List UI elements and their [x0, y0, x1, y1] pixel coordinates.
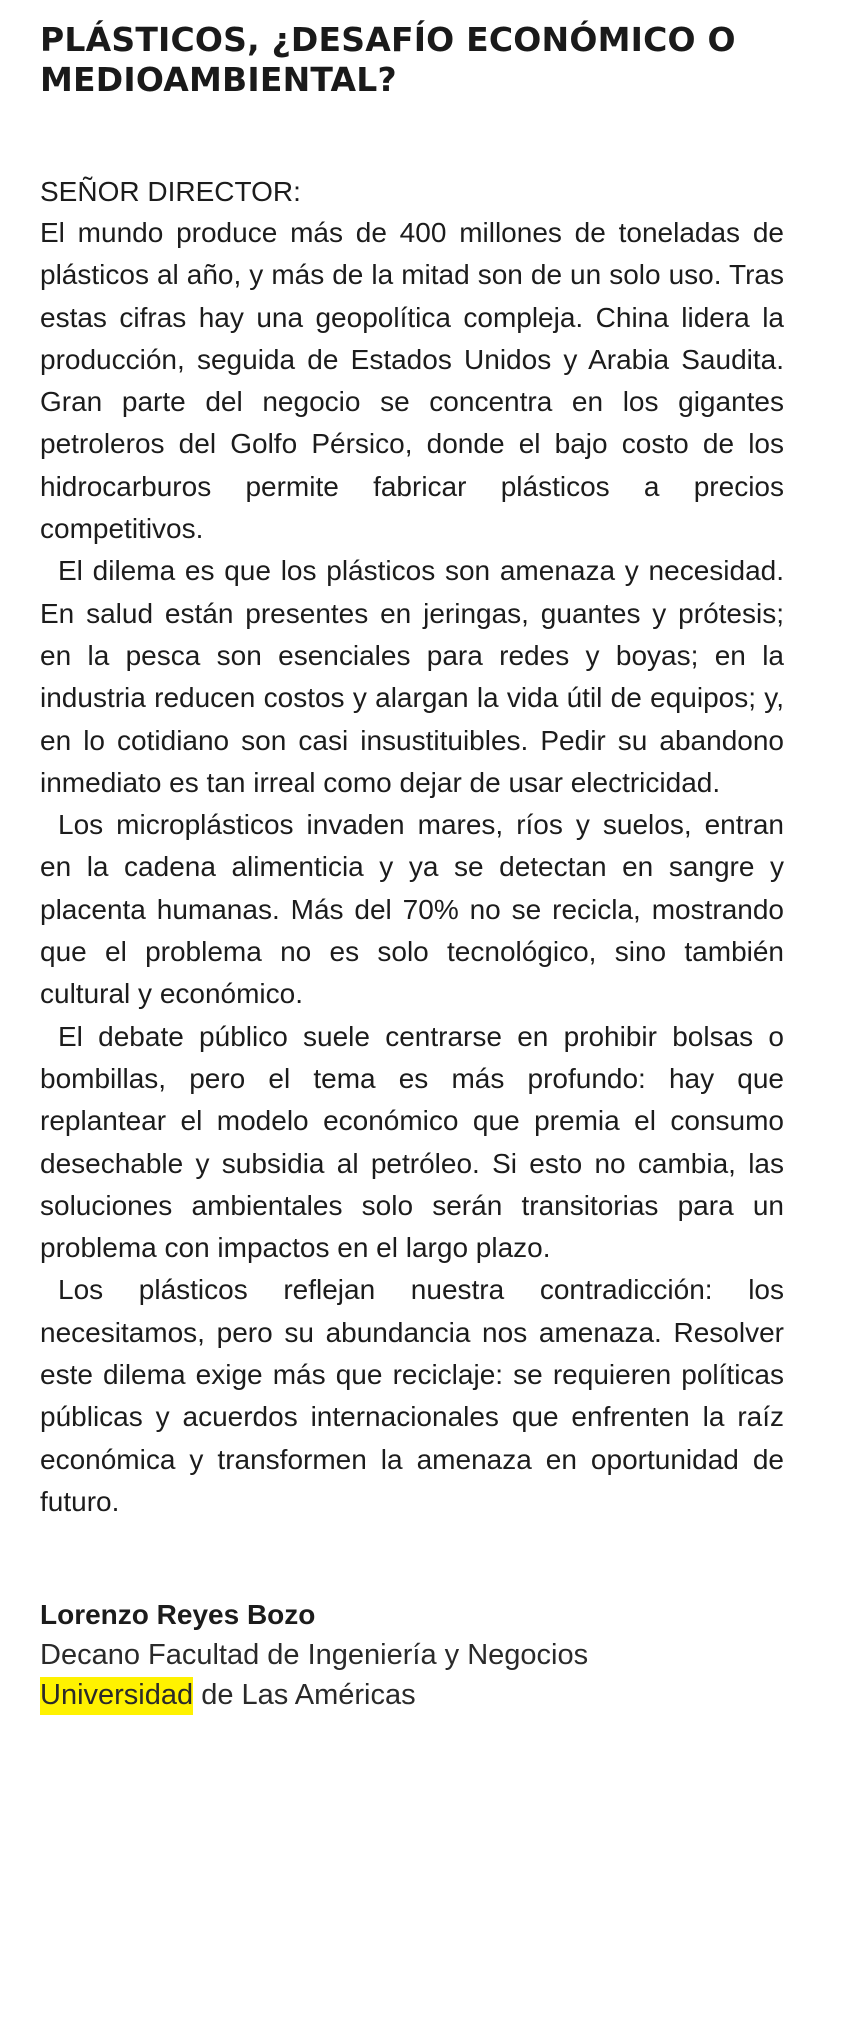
- paragraph: El dilema es que los plásticos son amenaza y necesidad. En salud están presentes en jeringas, guantes y prótesis; en la pesca son esenciales para redes y boyas; en la industria reducen costos y alargan la vida útil de equipos; y, en lo cotidiano son casi insustituibles. Pedir su abandono inmediato es tan irreal como dejar de usar electricidad.: [40, 555, 784, 798]
- author-institution: [40, 1675, 784, 1715]
- author-name: Lorenzo Reyes Bozo: [40, 1599, 316, 1631]
- institution-rest: de Las Américas: [193, 1679, 416, 1712]
- salutation: SEÑOR DIRECTOR:: [40, 176, 301, 207]
- signature-block: [40, 1595, 784, 1715]
- paragraph: El debate público suele centrarse en prohibir bolsas o bombillas, pero el tema es más profundo: hay que replantear el modelo económico que premia el consumo desechable y subsidia al petróleo. Si esto no cambia, las soluciones ambientales solo serán transitorias para un problema con impactos en el largo plazo.: [40, 1020, 784, 1264]
- letter-body: [40, 212, 784, 1523]
- paragraph: Los microplásticos invaden mares, ríos y suelos, entran en la cadena alimenticia y ya se detectan en sangre y placenta humanas. Más del 70% no se recicla, mostrando que el problema no es solo tecnológico, sino también cultural y económico.: [40, 809, 784, 1010]
- headline: PLÁSTICOS, ¿DESAFÍO ECONÓMICO O MEDIOAMBIENTAL?: [40, 20, 736, 99]
- letter-to-editor: [40, 20, 784, 1715]
- paragraph: El mundo produce más de 400 millones de toneladas de plásticos al año, y más de la mitad son de un solo uso. Tras estas cifras hay una geopolítica compleja. China lidera la producción, seguida de Estados Unidos y Arabia Saudita. Gran parte del negocio se concentra en los gigantes petroleros del Golfo Pérsico, donde el bajo costo de los hidrocarburos permite fabricar plásticos a precios competitivos.: [40, 217, 784, 545]
- author-title: Decano Facultad de Ingeniería y Negocios: [40, 1639, 589, 1672]
- highlighted-text: Universidad: [40, 1677, 193, 1715]
- paragraph: Los plásticos reflejan nuestra contradicción: los necesitamos, pero su abundancia nos amenaza. Resolver este dilema exige más que reciclaje: se requieren políticas públicas y acuerdos internacionales que enfrenten la raíz económica y transformen la amenaza en oportunidad de futuro.: [40, 1274, 784, 1517]
